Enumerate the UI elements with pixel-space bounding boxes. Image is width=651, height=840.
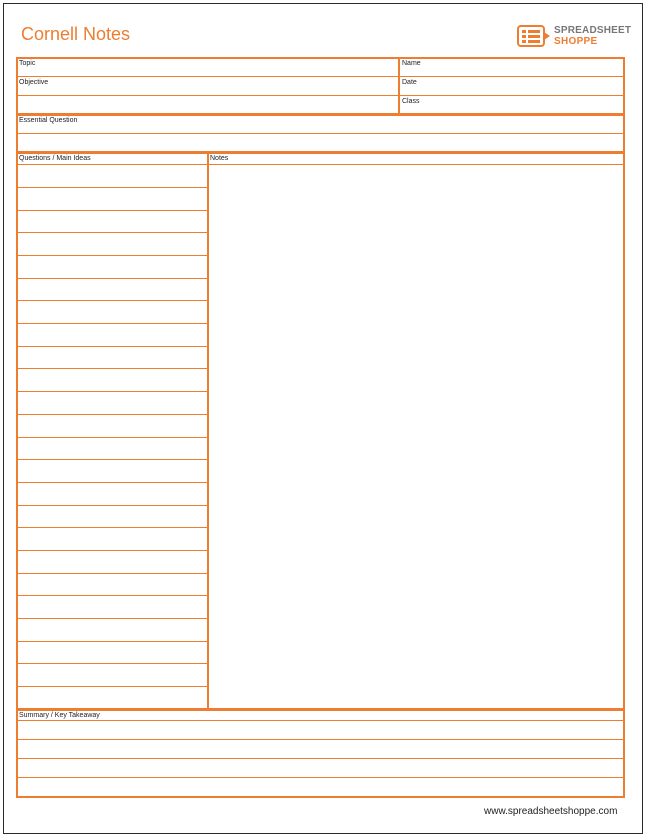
question-line — [18, 595, 207, 596]
question-line — [18, 187, 207, 188]
question-line — [18, 505, 207, 506]
objective-line — [18, 95, 399, 96]
question-line — [18, 414, 207, 415]
essential-question-line — [18, 133, 623, 134]
brand-name-line2: SHOPPE — [554, 36, 598, 47]
question-line — [18, 346, 207, 347]
header-divider — [398, 57, 400, 115]
question-line — [18, 232, 207, 233]
topic-label: Topic — [19, 60, 36, 67]
question-line — [18, 300, 207, 301]
notes-header-line — [209, 164, 623, 165]
page-title: Cornell Notes — [21, 24, 131, 44]
objective-label: Objective — [19, 79, 49, 86]
date-line — [400, 95, 623, 96]
spreadsheet-logo-icon — [517, 24, 551, 48]
summary-line — [18, 739, 623, 740]
question-line — [18, 164, 207, 165]
topic-line — [18, 76, 399, 77]
name-line — [400, 76, 623, 77]
question-line — [18, 255, 207, 256]
question-line — [18, 482, 207, 483]
summary-label: Summary / Key Takeaway — [19, 712, 100, 719]
question-line — [18, 618, 207, 619]
footer-url: www.spreadsheetshoppe.com — [484, 806, 618, 817]
question-line — [18, 323, 207, 324]
question-line — [18, 368, 207, 369]
name-label: Name — [402, 60, 421, 67]
brand-logo — [517, 22, 632, 50]
question-line — [18, 641, 207, 642]
question-line — [18, 573, 207, 574]
summary-line — [18, 758, 623, 759]
question-line — [18, 459, 207, 460]
class-label: Class — [402, 98, 420, 105]
notes-section-box — [16, 152, 625, 710]
question-line — [18, 527, 207, 528]
question-line — [18, 550, 207, 551]
question-line — [18, 437, 207, 438]
question-line — [18, 210, 207, 211]
notes-column-label: Notes — [210, 155, 229, 162]
summary-line — [18, 777, 623, 778]
column-divider — [207, 152, 209, 710]
question-line — [18, 391, 207, 392]
question-line — [18, 663, 207, 664]
question-line — [18, 278, 207, 279]
date-label: Date — [402, 79, 417, 86]
essential-question-label: Essential Question — [19, 117, 78, 124]
brand-name-line1: SPREADSHEET — [554, 25, 632, 36]
question-line — [18, 686, 207, 687]
summary-box — [16, 709, 625, 798]
header-fields-box — [16, 57, 625, 115]
questions-column-label: Questions / Main Ideas — [19, 155, 91, 162]
summary-line — [18, 720, 623, 721]
